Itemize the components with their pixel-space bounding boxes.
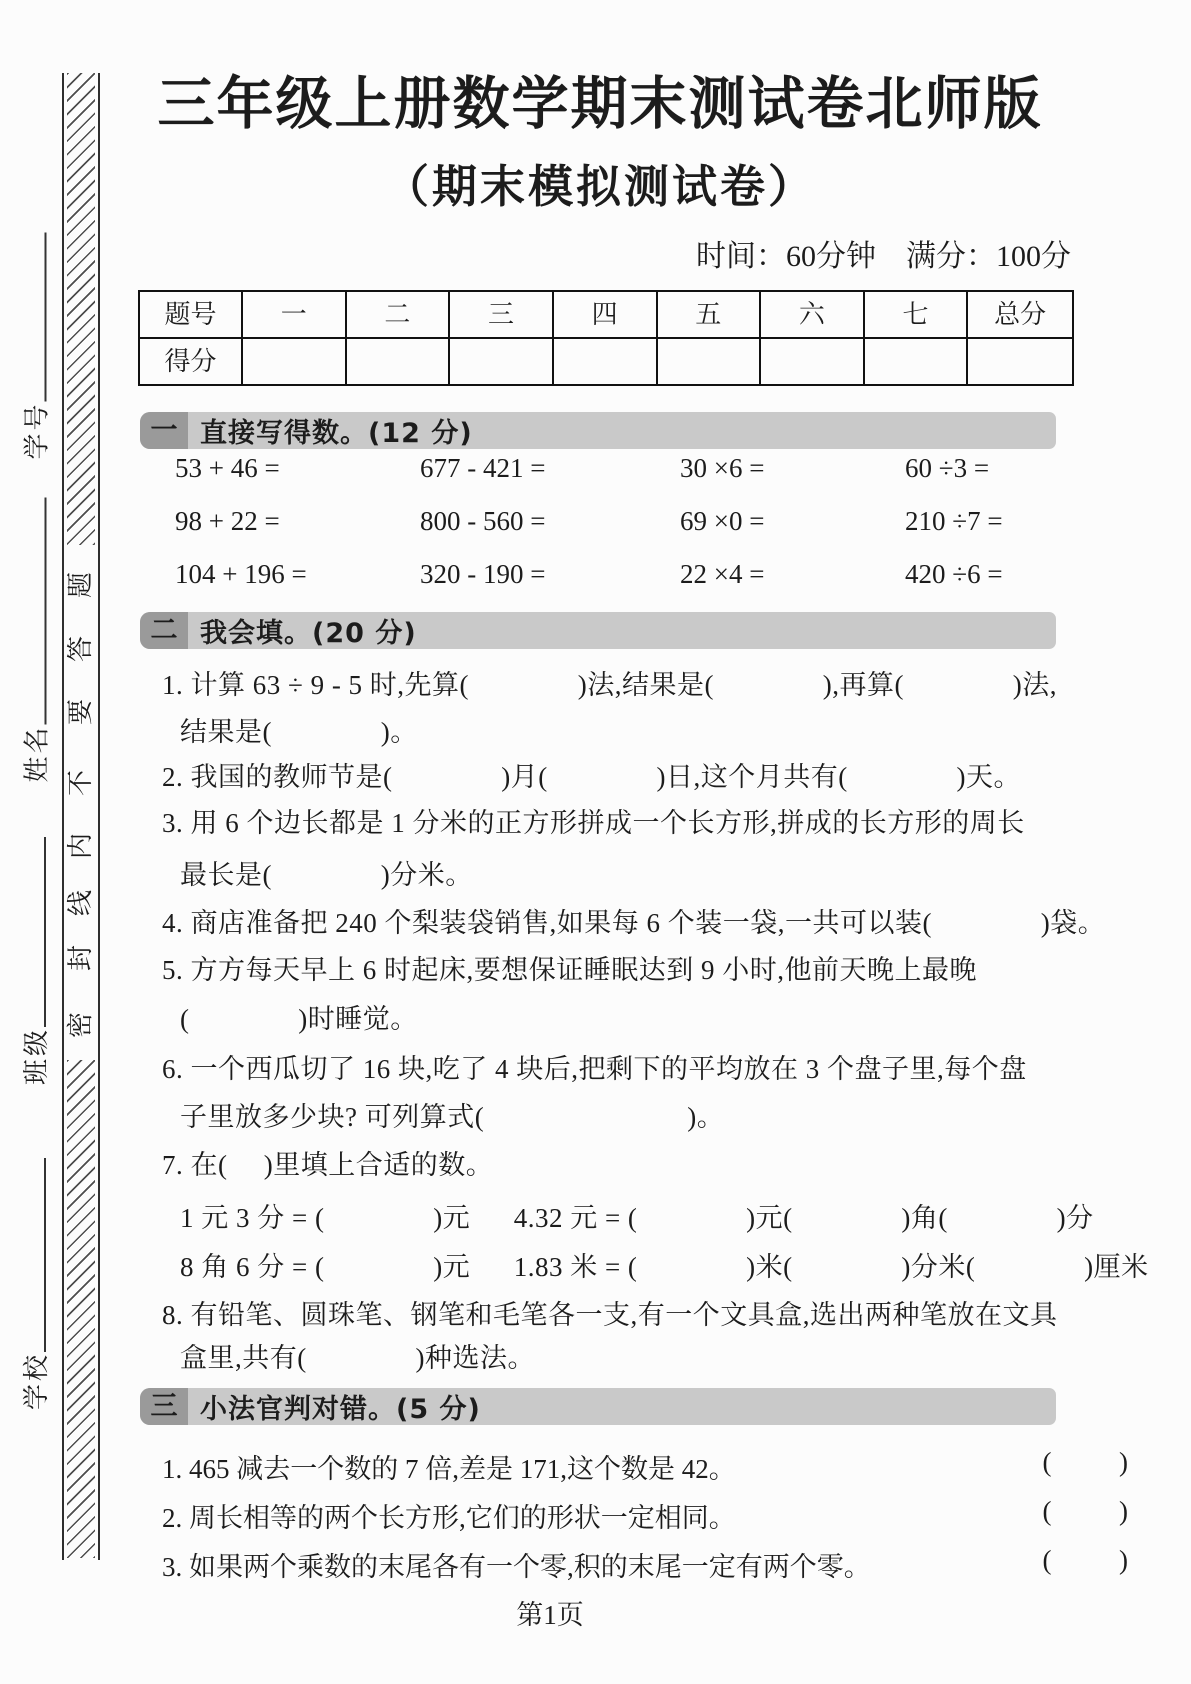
seal-char: 封 <box>66 945 95 972</box>
score-table-header-cell: 题号 <box>140 292 243 339</box>
score-table-header-cell: 一 <box>243 292 347 339</box>
math-problem: 320 - 190 = <box>420 559 546 589</box>
section-2-title: 我会填。(20 分) <box>200 618 417 649</box>
sidebar-label-name <box>17 498 53 783</box>
seal-char: 线 <box>66 890 95 917</box>
score-table-header-cell: 总分 <box>968 292 1072 339</box>
exam-time-score-info: 时间：60分钟 满分：100分 <box>696 240 1071 273</box>
seal-char: 密 <box>66 1012 95 1039</box>
student-id-blank-line <box>45 233 47 402</box>
math-problem: 60 ÷3 = <box>905 453 990 483</box>
seal-char: 内 <box>66 833 95 860</box>
score-empty-cell <box>243 339 347 384</box>
seal-char: 题 <box>66 572 95 599</box>
section-1-title: 直接写得数。(12 分) <box>200 418 473 449</box>
question-line: 6. 一个西瓜切了 16 块,吃了 4 块后,把剩下的平均放在 3 个盘子里,每个盘 <box>162 1054 1027 1084</box>
score-table-header-cell: 五 <box>658 292 762 339</box>
question-line: 8. 有铅笔、圆珠笔、钢笔和毛笔各一支,有一个文具盒,选出两种笔放在文具 <box>162 1300 1058 1330</box>
question-line: 3. 用 6 个边长都是 1 分米的正方形拼成一个长方形,拼成的长方形的周长 <box>162 808 1025 838</box>
true-false-item <box>162 1496 1128 1535</box>
student-id-label: 学号 <box>22 401 51 460</box>
question-line: ( )时睡觉。 <box>180 1004 418 1034</box>
score-empty-cell <box>968 339 1072 384</box>
score-table <box>138 290 1074 386</box>
school-blank-line <box>44 1158 46 1352</box>
question-line: 1 元 3 分 = ( )元 4.32 元 = ( )元( )角( )分 <box>180 1203 1094 1233</box>
true-false-text: 3. 如果两个乘数的末尾各有一个零,积的末尾一定有两个零。 <box>162 1552 871 1582</box>
score-table-header-cell: 六 <box>761 292 865 339</box>
question-line: 2. 我国的教师节是( )月( )日,这个月共有( )天。 <box>162 762 1021 792</box>
sidebar-label-class <box>16 837 52 1085</box>
score-empty-cell <box>450 339 554 384</box>
seal-char: 不 <box>66 770 95 797</box>
section-3-number: 三 <box>140 1388 188 1425</box>
score-empty-cell <box>658 339 762 384</box>
seal-line-band <box>62 73 100 1560</box>
math-problem: 30 ×6 = <box>680 453 765 483</box>
math-problem: 22 ×4 = <box>680 559 765 589</box>
math-problem: 69 ×0 = <box>680 506 765 536</box>
math-problem: 210 ÷7 = <box>905 506 1003 536</box>
math-problem: 104 + 196 = <box>175 559 307 589</box>
score-empty-cell <box>554 339 658 384</box>
page-subtitle: （期末模拟测试卷） <box>383 162 816 212</box>
question-line: 子里放多少块? 可列算式( )。 <box>180 1102 725 1132</box>
true-false-text: 1. 465 减去一个数的 7 倍,差是 171,这个数是 42。 <box>162 1454 736 1484</box>
class-label: 班级 <box>21 1026 51 1085</box>
section-1-number: 一 <box>140 412 188 449</box>
footer-page-number: 第1页 <box>516 1600 584 1630</box>
answer-bracket: ( ) <box>1042 1496 1128 1526</box>
math-problem: 420 ÷6 = <box>905 559 1003 589</box>
mental-math-row <box>130 453 1075 487</box>
true-false-item <box>162 1447 1128 1486</box>
score-table-header-cell: 三 <box>450 292 554 339</box>
question-line: 结果是( )。 <box>180 717 418 747</box>
section-1-header-bar <box>140 412 1056 449</box>
section-3-title: 小法官判对错。(5 分) <box>200 1394 481 1425</box>
sidebar-label-student-id <box>17 233 53 460</box>
section-2-header-bar <box>140 612 1056 649</box>
question-line: 7. 在( )里填上合适的数。 <box>162 1150 494 1180</box>
school-label: 学校 <box>21 1351 51 1410</box>
question-line: 最长是( )分米。 <box>180 860 473 890</box>
page-title: 三年级上册数学期末测试卷北师版 <box>157 73 1043 136</box>
seal-hatch-top <box>67 73 95 545</box>
section-2-number: 二 <box>140 612 188 649</box>
question-line: 8 角 6 分 = ( )元 1.83 米 = ( )米( )分米( )厘米 <box>180 1252 1149 1282</box>
answer-bracket: ( ) <box>1042 1447 1128 1477</box>
name-label: 姓名 <box>22 724 51 783</box>
true-false-text: 2. 周长相等的两个长方形,它们的形状一定相同。 <box>162 1503 736 1533</box>
sidebar-label-school <box>16 1158 52 1410</box>
score-empty-cell <box>761 339 865 384</box>
question-line: 5. 方方每天早上 6 时起床,要想保证睡眠达到 9 小时,他前天晚上最晚 <box>162 955 977 985</box>
score-table-header-cell: 四 <box>554 292 658 339</box>
score-empty-cell <box>347 339 451 384</box>
question-line: 1. 计算 63 ÷ 9 - 5 时,先算( )法,结果是( ),再算( )法, <box>162 670 1058 700</box>
math-problem: 98 + 22 = <box>175 506 280 536</box>
seal-char: 答 <box>66 636 95 663</box>
math-problem: 800 - 560 = <box>420 506 546 536</box>
mental-math-row <box>130 559 1075 593</box>
class-blank-line <box>44 837 46 1027</box>
score-empty-cell <box>865 339 969 384</box>
score-row-label: 得分 <box>140 339 243 384</box>
question-line: 4. 商店准备把 240 个梨装袋销售,如果每 6 个装一袋,一共可以装( )袋。 <box>162 908 1106 938</box>
section-3-header-bar <box>140 1388 1056 1425</box>
math-problem: 677 - 421 = <box>420 453 546 483</box>
true-false-item <box>162 1545 1128 1584</box>
question-line: 盒里,共有( )种选法。 <box>180 1343 535 1373</box>
mental-math-row <box>130 506 1075 540</box>
name-blank-line <box>45 498 47 725</box>
score-table-header-cell: 七 <box>865 292 969 339</box>
answer-bracket: ( ) <box>1042 1545 1128 1575</box>
seal-hatch-bottom <box>67 1060 95 1558</box>
seal-char: 要 <box>66 699 95 726</box>
score-table-header-cell: 二 <box>347 292 451 339</box>
math-problem: 53 + 46 = <box>175 453 280 483</box>
